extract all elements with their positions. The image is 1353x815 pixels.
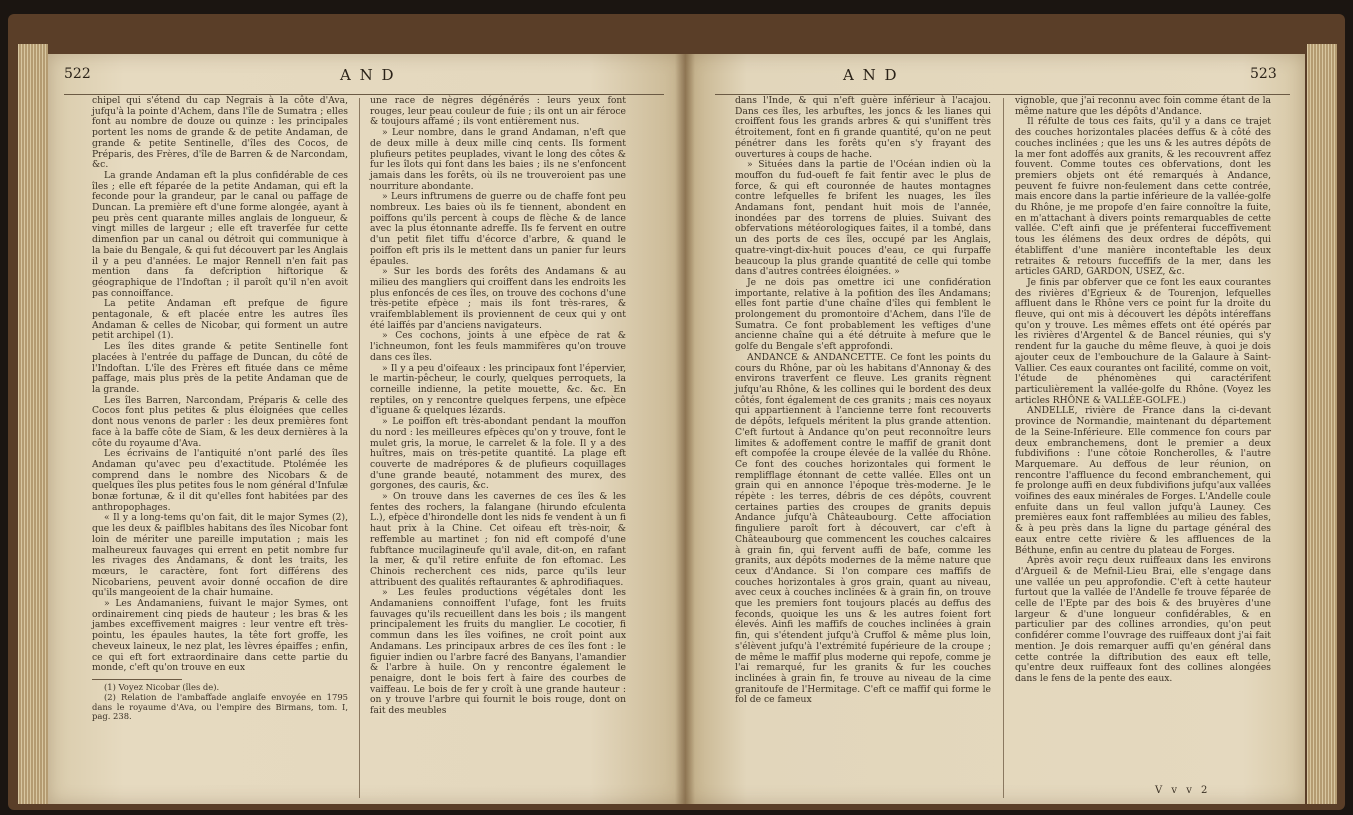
signature-mark: V v v 2	[1155, 785, 1211, 796]
left-column-1	[92, 96, 348, 722]
paragraph: » Situées dans la partie de l'Océan indien où la mouffon du fud-oueft fe fait fentir avec le plus de force, & qui eft couronnée de hautes montagnes contre lefquelles fe brifent les nuages, les îles Andamans font, pendant huit mois de l'année, inondées par des torrens de pluies. Suivant des obfervations météorologiques faites, il a tombé, dans un des ports de ces îles, occupé par les Anglais, quatre-vingt-dix-huit pouces d'eau, ce qui furpaffe beaucoup la plus grande quantité de celle qui tombe dans d'autres contrées éloignées. »	[735, 159, 991, 278]
page-edges-left	[18, 44, 48, 804]
footnote: (1) Voyez Nicobar (îles de).	[104, 681, 220, 692]
paragraph: Après avoir reçu deux ruiffeaux dans les environs d'Argueil & de Mefnil-Lieu Brai, elle s'engage dans une vallée un peu approfondie. C'eft à cette hauteur furtout que la vallée de l'Andelle fe trouve féparée de celle de l'Epte par des bois & des bruyères d'une largeur & d'une longueur confidérables, & en particulier par des collines arrondies, qu'on peut confidérer comme l'ouvrage des ruiffeaux dont j'ai fait mention. Je dois remarquer auffi qu'en général dans cette contrée la diftribution des eaux eft telle, qu'entre deux ruiffeaux font des collines alongées dans le fens de la pente des eaux.	[1015, 555, 1271, 684]
paragraph: dans l'Inde, & qui n'eft guère inférieur à l'acajou. Dans ces îles, les arbuftes, les joncs & les lianes qui croiffent fous les grands arbres & qui s'uniffent très étroitement, font en fi grande quantité, qu'on ne peut pénétrer dans les forêts qu'en s'y frayant des ouvertures à coups de hache.	[735, 95, 991, 160]
book	[8, 14, 1345, 810]
page-edges-right	[1307, 44, 1337, 804]
paragraph: » Le poiffon eft très-abondant pendant la mouffon du nord : les meilleures efpèces qu'on y trouve, font le mulet gris, la morue, le carrelet & la fole. Il y a des huîtres, mais on très-petite quantité. La plage eft couverte de madrépores & de plufieurs coquillages d'une grande beauté, notamment des murex, des gorgones, des cauris, &c.	[370, 416, 626, 492]
running-head-left: A N D	[340, 66, 396, 84]
paragraph: vignoble, que j'ai reconnu avec foin comme étant de la même nature que les dépôts d'Andance.	[1015, 95, 1271, 117]
running-head-right: A N D	[843, 66, 899, 84]
column-divider-right	[1003, 98, 1004, 798]
right-page	[685, 54, 1305, 804]
paragraph: » Les feules productions végétales dont les Andamaniens connoiffent l'ufage, font les fruits fauvages qu'ils recueillent dans les bois ; ils mangent principalement les fruits du manglier. Le cocotier, fi commun dans les îles voifines, ne croît point aux Andamans. Les principaux arbres de ces îles font : le figuier indien ou l'arbre facré des Banyans, l'amandier & l'arbre à huile. On y rencontre également le penaigre, dont le bois fert à faire des courbes de vaiffeau. Le bois de fer y croît à une grande hauteur : on y trouve l'arbre qui fournit le bois rouge, dont on fait des meubles	[370, 587, 626, 717]
paragraph: » Leurs inftrumens de guerre ou de chaffe font peu nombreux. Les baies où ils fe tiennent, abondent en poiffons qu'ils percent à coups de flèche & de lance avec la plus étonnante adreffe. Ils fe fervent en outre d'un petit filet tiffu d'écorce d'arbre, & quand le poiffon eft pris ils le mettent dans un panier fur leurs épaules.	[370, 191, 626, 267]
paragraph: Il réfulte de tous ces faits, qu'il y a dans ce trajet des couches horizontales placées deffus & à côté des couches inclinées ; que les uns & les autres dépôts de la mer font adoffés aux granits, & les recouvrent affez fouvent. Comme toutes ces obfervations, dont les premiers objets ont été remarqués à Andance, peuvent fe fuivre non-feulement dans cette contrée, mais encore dans la partie inférieure de la vallée-golfe du Rhône, je me propofe d'en faire connoître la fuite, en m'attachant à divers points remarquables de cette vallée. C'eft ainfi que je préfenterai fucceffivement tous les élémens des deux ordres de dépôts, qui établiffent d'une manière inconteftable les deux retraites & retours fucceffifs de la mer, dans les articles GARD, GARDON, USEZ, &c.	[1015, 116, 1271, 278]
left-page	[48, 54, 685, 804]
paragraph: ANDANCE & ANDANCETTE. Ce font les points du cours du Rhône, par où les habitans d'Annonay & des environs traverfent ce fleuve. Les granits règnent jufqu'au Rhône, & les collines qui le bordent des deux côtés, font également de ces granits ; mais ces noyaux qui appartiennent à l'ancienne terre font recouverts de dépôts, lefquels méritent la plus grande attention. C'eft furtout à Andance qu'on peut reconnoître leurs limites & adoffement contre le maffif de granit dont eft compofée la croupe élevée de la vallée du Rhône. Ce font des couches horizontales qui forment le remplifflage étonnant de cette vallée. Elles ont un grain qui en annonce l'époque très-moderne. Je le répète : les terres, débris de ces dépôts, couvrent certaines parties des croupes de granits depuis Andance jufqu'à Châteaubourg. Cette affociation finguliere paroît fort à découvert, car c'eft à Châteaubourg que commencent les couches calcaires à grain fin, qui fervent auffi de bafe, comme les granits, aux dépôts modernes de la même nature que ceux d'Andance. Si l'on compare ces maffifs de couches horizontales à gros grain, quant au niveau, avec ceux à couches inclinées & à grain fin, on trouve que les premiers font toujours placés au deffus des feconds, quoique les uns & les autres foient fort élevés. Ainfi les maffifs de couches inclinées à grain fin, qui s'étendent jufqu'à Cruffol & même plus loin, s'élèvent jufqu'à l'extrémité fupérieure de la croupe ; de même le maffif plus moderne qui repofe, comme je l'ai remarqué, fur les granits & fur les couches inclinées à grain fin, fe trouve au niveau de la cime granitoufe de l'Hermitage. C'eft ce maffif qui forme le fol de ce fameux	[735, 351, 991, 706]
paragraph: » Ces cochons, joints à une efpèce de rat & l'ichneumon, font les feuls mammifères qu'on trouve dans ces îles.	[370, 330, 626, 363]
paragraph: La petite Andaman eft prefque de figure pentagonale, & eft placée entre les autres îles Andaman & celles de Nicobar, qui forment un autre petit archipel (1).	[92, 298, 348, 342]
paragraph: Je ne dois pas omettre ici une confidération importante, relative à la pofition des îles Andamans; elles font partie d'une chaîne d'îles qui femblent le prolongement du promontoire d'Achem, dans l'île de Sumatra. Ce font probablement les veftiges d'une ancienne chaîne qui a été détruite à mefure que le golfe du Bengale s'eft approfondi.	[735, 276, 991, 353]
paragraph: une race de nègres dégénérés : leurs yeux font rouges, leur peau couleur de fuie ; ils ont un air féroce & toujours affamé ; ils vont entièrement nus.	[370, 95, 626, 128]
right-column-2	[1015, 96, 1271, 685]
gutter	[675, 54, 695, 804]
page-number-right: 523	[1250, 66, 1277, 82]
paragraph: » On trouve dans les cavernes de ces îles & les fentes des rochers, la falangane (hirundo efculenta L.), efpèce d'hirondelle dont les nids fe vendent à un fi haut prix à la Chine. Cet oifeau eft très-noir, & reffemble au martinet ; fon nid eft compofé d'une fubftance mucilagineufe qu'il avale, dit-on, en rafant la mer, & qu'il retire enfuite de fon eftomac. Les Chinois recherchent ces nids, parce qu'ils leur attribuent des qualités reftaurantes & aphrodifiaques.	[370, 491, 626, 588]
left-column-2	[370, 96, 626, 717]
paragraph: » Il y a peu d'oifeaux : les principaux font l'épervier, le martin-pêcheur, le courly, quelques perroquets, la corneille indienne, la petite mouette, &c. &c. En reptiles, on y rencontre quelques ferpens, une efpèce d'iguane & quelques lézards.	[370, 362, 626, 417]
paragraph: Les îles Barren, Narcondam, Préparis & celle des Cocos font plus petites & plus éloignées que celles dont nous venons de parler : les deux premières font face à la baffe côte de Siam, & les deux dernières à la côte du royaume d'Ava.	[92, 394, 348, 449]
paragraph: ANDELLE, rivière de France dans la ci-devant province de Normandie, maintenant du département de la Seine-Inférieure. Elle commence fon cours par deux embranchemens, dont le premier a deux fubdivifions : l'une côtoie Roncherolles, & l'autre Marquemare. Au deffous de leur réunion, on rencontre l'affluence du fecond embranchement, qui fe prolonge auffi en deux fubdivifions jufqu'aux vallées voifines des eaux minérales de Forges. L'Andelle coule enfuite dans un feul vallon jufqu'à Launey. Ces premières eaux font raffemblées au milieu des fables, & à peu près dans la ligne du partage général des eaux entre cette rivière & les affluences de la Béthune, enfin au centre du plateau de Forges.	[1015, 405, 1271, 556]
right-column-1	[735, 96, 991, 706]
paragraph: » Sur les bords des forêts des Andamans & au milieu des mangliers qui croiffent dans les endroits les plus enfoncés de ces îles, on trouve des cochons d'une très-petite efpèce ; mais ils font très-rares, & vraifemblablement ils proviennent de ceux qui y ont été laiffés par d'anciens navigateurs.	[370, 266, 626, 331]
column-divider-left	[359, 98, 360, 798]
paragraph: « Il y a long-tems qu'on fait, dit le major Symes (2), que les deux & paiflbles habitans des îles Nicobar font loin de mériter une pareille imputation ; mais les malheureux fauvages qui errent en petit nombre fur les rivages des Andamans, & dont les traits, les mœurs, le caractère, font fort différens des Nicobariens, peuvent avoir donné occafion de dire qu'ils mangeoient de la chair humaine.	[92, 512, 348, 599]
paragraph: Les écrivains de l'antiquité n'ont parlé des îles Andaman qu'avec peu d'exactitude. Ptolémée les comprend dans le nombre des Nicobars & de quelques îles plus petites fous le nom général d'Infulæ bonæ fortunæ, & il dit qu'elles font habitées par des anthropophages.	[92, 448, 348, 513]
paragraph: chipel qui s'étend du cap Negrais à la côte d'Ava, jufqu'à la pointe d'Achem, dans l'île de Sumatra ; elles font au nombre de douze ou quinze : les principales portent les noms de grande & de petite Andaman, de grande & petite Sentinelle, d'îles des Cocos, de Préparis, des Frères, d'île de Barren & de Narcondam, &c.	[92, 95, 348, 171]
footnote: (2) Relation de l'ambaffade anglaife envoyée en 1795 dans le royaume d'Ava, ou l'empire des Birmans, tom. I, pag. 238.	[92, 691, 348, 722]
page-number-left: 522	[64, 66, 91, 82]
paragraph: » Leur nombre, dans le grand Andaman, n'eft que de deux mille à deux mille cinq cents. Ils forment plufieurs petites peuplades, vivant le long des côtes & fur les îlots qui font dans les baies ; ils ne s'enfoncent jamais dans les forêts, où ils ne trouveroient pas une nourriture abondante.	[370, 127, 626, 192]
paragraph: » Les Andamaniens, fuivant le major Symes, ont ordinairement cinq pieds de hauteur ; les bras & les jambes exceffivement maigres : leur ventre eft très-pointu, les épaules hautes, la tête fort groffe, les cheveux laineux, le nez plat, les lèvres épaiffes ; enfin, ce qui eft fort extraordinaire dans cette partie du monde, c'eft qu'on trouve en eux	[92, 598, 348, 674]
paragraph: Les îles dites grande & petite Sentinelle font placées à l'entrée du paffage de Duncan, du côté de l'Indoftan. L'île des Frères eft fituée dans ce même paffage, mais plus près de la petite Andaman que de la grande.	[92, 341, 348, 395]
footnote-rule	[92, 679, 182, 680]
paragraph: La grande Andaman eft la plus confidérable de ces îles ; elle eft féparée de la petite Andaman, qui eft la feconde pour la grandeur, par le canal ou paffage de Duncan. La première eft d'une forme alongée, ayant à peu près cent quarante milles anglais de longueur, & vingt milles de largeur ; elle eft traverfée fur cette dimenfion par un canal ou détroit qui communique à la baie du Bengale, & qui fut découvert par les Anglais il y a peu d'années. Le major Rennell n'en fait pas mention dans fa defcription hiftorique & géographique de l'Indoftan ; il paroît qu'il n'en avoit pas connoiffance.	[92, 169, 348, 299]
paragraph: Je finis par obferver que ce font les eaux courantes des rivières d'Egrieux & de Tourenjon, lefquelles affluent dans le Rhône vers ce point fur la droite du fleuve, qui ont mis à découvert les dépôts intéreffans qu'on y trouve. Les mêmes effets ont été opérés par les rivières d'Argentel & de Bancel réunies, qui s'y rendent fur la gauche du même fleuve, à quoi je dois ajouter ceux de l'embouchure de la Galaure à Saint-Vallier. Ces eaux courantes ont facilité, comme on voit, l'étude de phénomènes qui caractérifent particulièrement la vallée-golfe du Rhône. (Voyez les articles RHÔNE & VALLÉE-GOLFE.)	[1015, 276, 1271, 406]
